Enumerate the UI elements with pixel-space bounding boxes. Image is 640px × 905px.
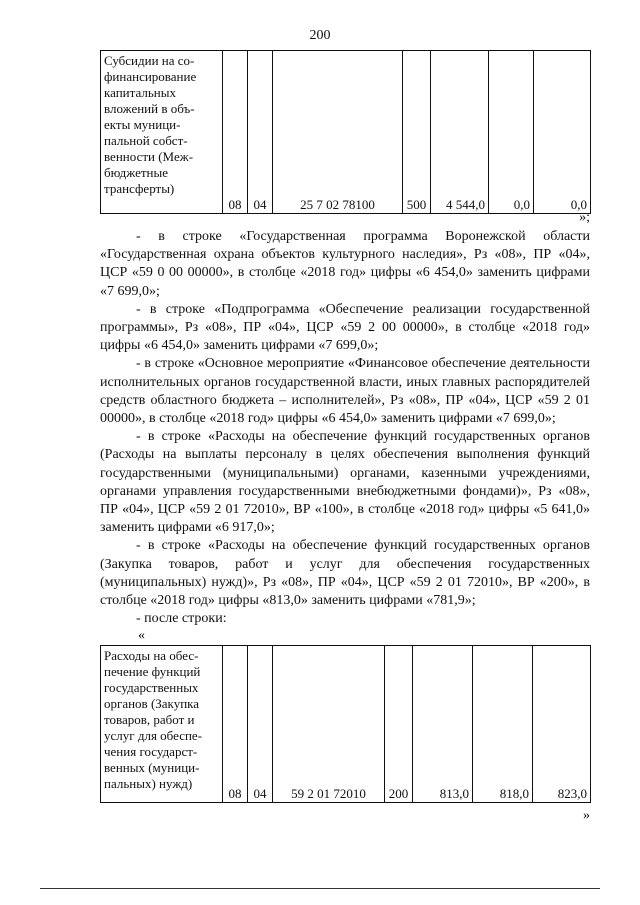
table-cell-vr: 200 <box>385 646 413 803</box>
table-cell-name: Расходы на обес-печение функций государственных органов (Закупка товаров, работ и услуг для обеспе-чения государст-венных (муници-пальных) нужд) <box>101 646 223 803</box>
table-row <box>101 51 591 214</box>
paragraph: - в строке «Основное мероприятие «Финансовое обеспечение деятельности исполнительных органов государственной власти, иных главных распорядителей средств областного бюджета – исполнителей», Рз «08», ПР «04», ЦСР «59 2 01 00000», в столбце «2018 год» цифры «6 454,0» заменить цифрами «7 699,0»; <box>100 356 590 427</box>
table-row <box>101 646 591 803</box>
table-cell-rz: 08 <box>223 51 248 214</box>
paragraph: - после строки: <box>136 611 227 627</box>
table-cell-2018: 813,0 <box>413 646 473 803</box>
table-cell-pr: 04 <box>248 646 273 803</box>
table-cell-csr: 25 7 02 78100 <box>273 51 403 214</box>
table-cell-name: Субсидии на со-финансирование капитальных вложений в объ-екты муници-пальной собст-венности (Меж-бюджетные трансферты) <box>101 51 223 214</box>
paragraph: - в строке «Расходы на обеспечение функций государственных органов (Расходы на выплаты персоналу в целях обеспечения выполнения функций государственными (муниципальными) органами, казенными учреждениями, органами управления государственными внебюджетными фондами)», Рз «08», ПР «04», ЦСР «59 2 01 72010», ВР «100», в столбце «2018 год» цифры «5 641,0» заменить цифрами «6 917,0»; <box>100 429 590 536</box>
table-cell-csr: 59 2 01 72010 <box>273 646 385 803</box>
table-cell-2019: 0,0 <box>489 51 534 214</box>
closing-quote-mark: » <box>583 808 590 823</box>
closing-quote-mark: »; <box>579 210 590 225</box>
paragraph: - в строке «Подпрограмма «Обеспечение реализации государственной программы», Рз «08», ПР «04», ЦСР «59 2 00 00000», в столбце «2018 год» цифры «6 454,0» заменить цифрами «7 699,0»; <box>100 301 590 354</box>
page-number: 200 <box>309 28 331 43</box>
budget-table-row-subsidies <box>100 50 591 214</box>
paragraph: - в строке «Государственная программа Воронежской области «Государственная охрана объектов культурного наследия», Рз «08», ПР «04», ЦСР «59 0 00 00000», в столбце «2018 год» цифры «6 454,0» заменить цифрами «7 699,0»; <box>100 229 590 299</box>
amendment-text <box>100 228 590 628</box>
budget-table-row-expenses <box>100 645 591 803</box>
table-cell-pr: 04 <box>248 51 273 214</box>
page-bottom-divider <box>40 888 600 889</box>
table-cell-rz: 08 <box>223 646 248 803</box>
table-cell-2019: 818,0 <box>473 646 533 803</box>
opening-quote-mark: « <box>138 628 145 643</box>
table-cell-2018: 4 544,0 <box>431 51 489 214</box>
table-cell-2020: 823,0 <box>533 646 591 803</box>
table-cell-2020: 0,0 <box>534 51 591 214</box>
table-cell-vr: 500 <box>403 51 431 214</box>
paragraph: - в строке «Расходы на обеспечение функций государственных органов (Закупка товаров, работ и услуг для обеспечения государственных (муниципальных) нужд)», Рз «08», ПР «04», ЦСР «59 2 01 72010», ВР «200», в столбце «2018 год» цифры «813,0» заменить цифрами «781,9»; <box>100 538 590 609</box>
